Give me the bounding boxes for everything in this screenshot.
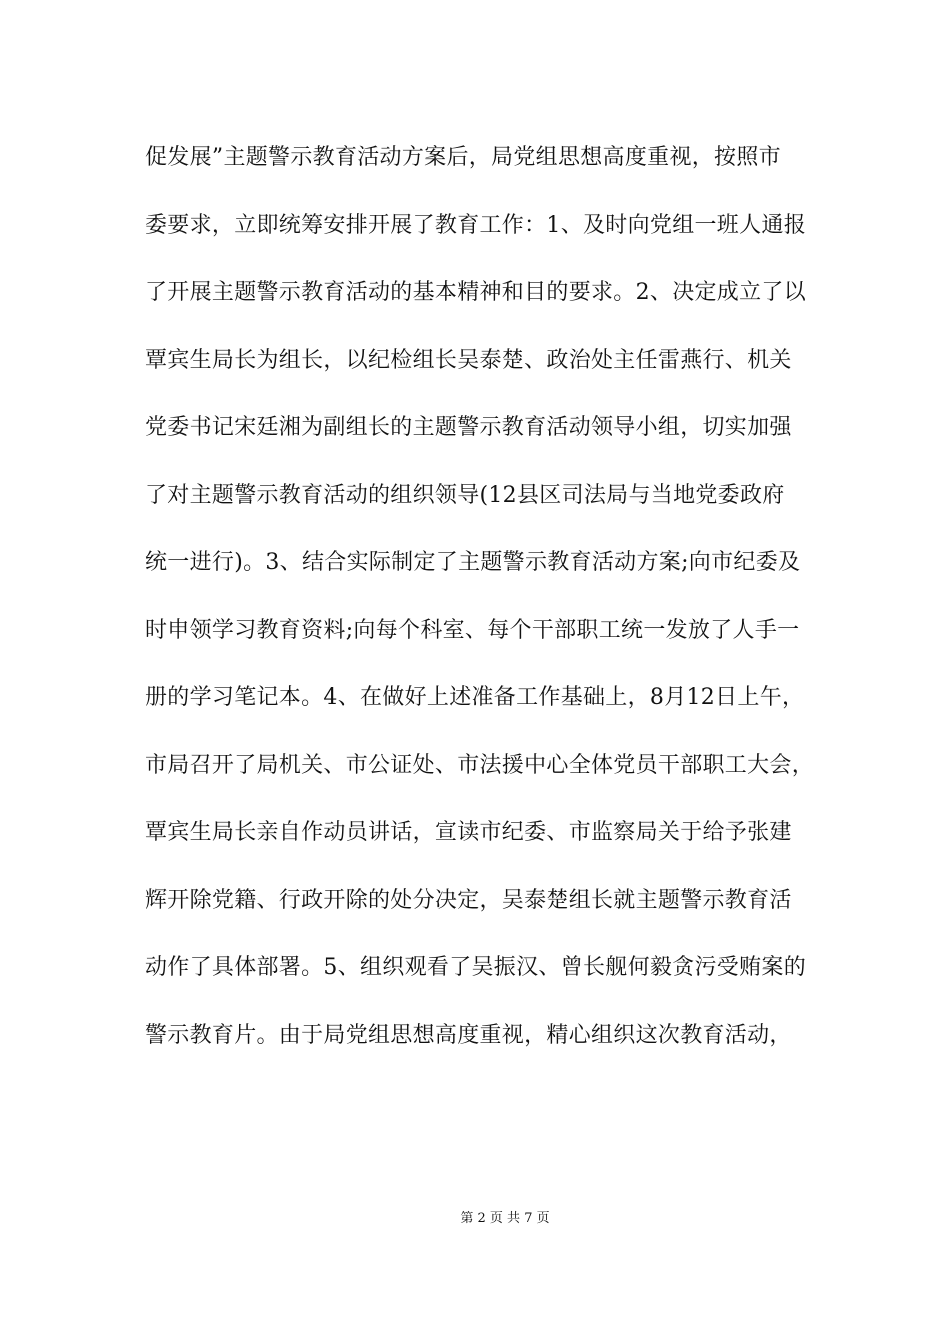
text-line: 促发展”主题警示教育活动方案后，局党组思想高度重视，按照市 — [145, 145, 781, 170]
page-number: 第 2 页 共 7 页 — [460, 1211, 550, 1226]
text-line: 覃宾生局长亲自作动员讲话，宣读市纪委、市监察局关于给予张建 — [145, 820, 792, 845]
text-line: 时申领学习教育资料;向每个科室、每个干部职工统一发放了人手一 — [145, 617, 800, 643]
text-line: 册的学习笔记本。4、在做好上述准备工作基础上，8月12日上午， — [145, 685, 805, 710]
text-line: 辉开除党籍、行政开除的处分决定，吴泰楚组长就主题警示教育活 — [145, 887, 792, 913]
text-line: 了开展主题警示教育活动的基本精神和目的要求。2、决定成立了以 — [145, 280, 806, 305]
text-line: 统一进行)。3、结合实际制定了主题警示教育活动方案;向市纪委及 — [145, 550, 801, 575]
text-line: 党委书记宋廷湘为副组长的主题警示教育活动领导小组，切实加强 — [145, 415, 792, 440]
text-line: 委要求，立即统筹安排开展了教育工作：1、及时向党组一班人通报 — [145, 212, 806, 238]
text-line: 市局召开了局机关、市公证处、市法援中心全体党员干部职工大会， — [145, 752, 815, 778]
text-line: 警示教育片。由于局党组思想高度重视，精心组织这次教育活动， — [145, 1022, 792, 1048]
text-line: 覃宾生局长为组长，以纪检组长吴泰楚、政治处主任雷燕行、机关 — [145, 347, 792, 373]
text-line: 动作了具体部署。5、组织观看了吴振汉、曾长舰何毅贪污受贿案的 — [145, 955, 806, 980]
body-text — [145, 135, 825, 1080]
text-line: 了对主题警示教育活动的组织领导(12县区司法局与当地党委政府 — [145, 482, 785, 508]
page-footer — [0, 1209, 950, 1229]
